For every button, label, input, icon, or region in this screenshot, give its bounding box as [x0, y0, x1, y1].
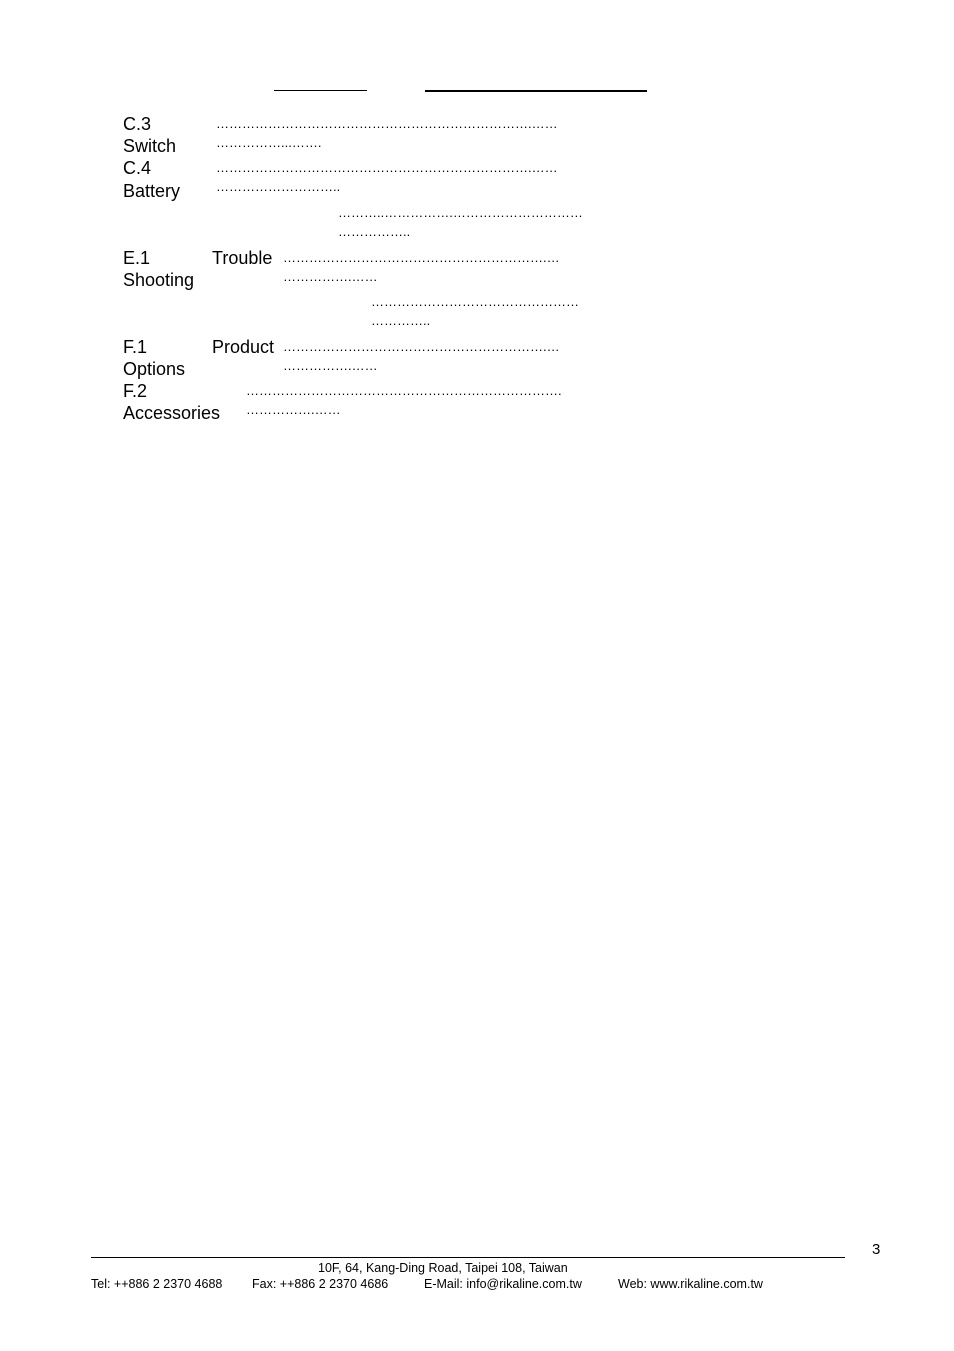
toc-e1-title-word1: Trouble: [212, 248, 273, 268]
toc-f2-title: Accessories: [123, 403, 221, 423]
toc-f1-number: F.1: [123, 337, 148, 357]
footer-rule: [91, 1257, 845, 1258]
footer-email: E-Mail: info@rikaline.com.tw: [424, 1277, 582, 1291]
toc-e1-number: E.1: [123, 248, 151, 268]
toc-c3-title: Switch: [123, 136, 177, 156]
page-number: 3: [872, 1241, 881, 1258]
footer-fax: Fax: ++886 2 2370 4686: [252, 1277, 389, 1291]
toc-c4-dots-2: ………………………..: [216, 179, 341, 194]
toc-f-dots-2: …………..: [371, 313, 431, 328]
header-rule-left: [274, 90, 367, 91]
footer-address: 10F, 64, Kang-Ding Road, Taipei 108, Taiwan: [318, 1261, 568, 1275]
toc-c4-title: Battery: [123, 181, 181, 201]
toc-f-dots-1: …………………………………………: [371, 294, 579, 309]
toc-e1-title-word2: Shooting: [123, 270, 195, 290]
header-rule-right: [425, 90, 647, 92]
toc-c3-dots-2: ……………...…….: [216, 135, 322, 150]
toc-c3-number: C.3: [123, 114, 152, 134]
toc-f2-number: F.2: [123, 381, 148, 401]
toc-f1-dots-2: …………….……: [283, 358, 378, 373]
footer-tel: Tel: ++886 2 2370 4688: [91, 1277, 223, 1291]
toc-f1-title-word2: Options: [123, 359, 186, 379]
toc-c3-dots-1: ……………………………………………………………….……: [216, 116, 558, 131]
toc-f2-dots-1: ……………………………………………………………….: [246, 383, 562, 398]
toc-f1-title-word1: Product: [212, 337, 275, 357]
toc-d-dots-1: ………..…………….…………………………: [338, 205, 583, 220]
footer-web: Web: www.rikaline.com.tw: [618, 1277, 763, 1291]
toc-f1-dots-1: …………………………………………………….…: [283, 339, 560, 354]
toc-d-dots-2: ……………..: [338, 224, 411, 239]
toc-e1-dots-2: …………….……: [283, 269, 378, 284]
toc-e1-dots-1: …………………………………………………….…: [283, 250, 560, 265]
toc-c4-dots-1: ……………………………………………………………….……: [216, 160, 558, 175]
toc-f2-dots-2: …………….……: [246, 402, 341, 417]
toc-c4-number: C.4: [123, 158, 152, 178]
